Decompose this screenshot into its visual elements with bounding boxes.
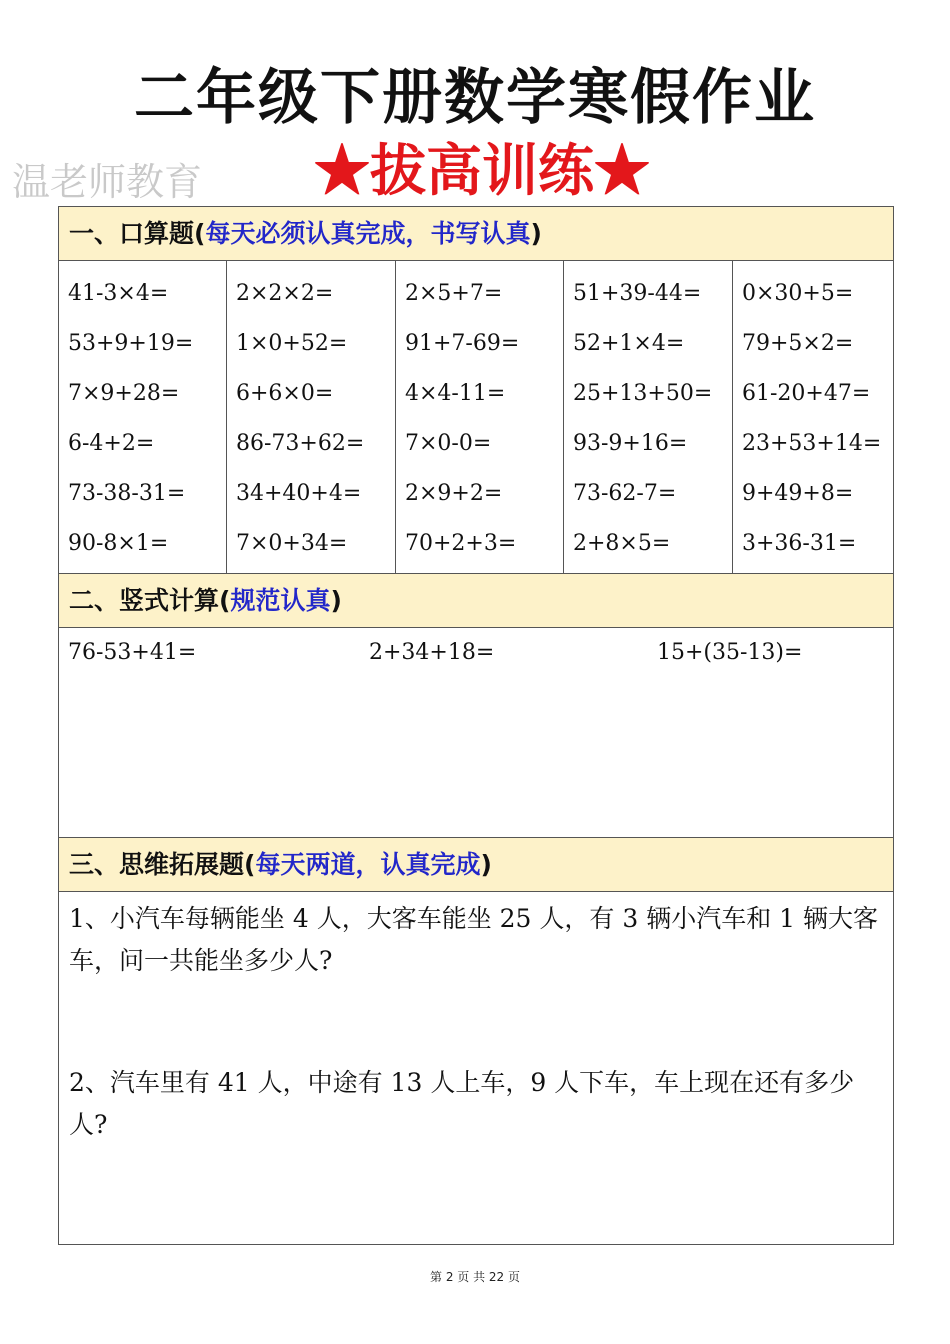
math-item: 86-73+62=	[236, 431, 365, 456]
page-title: 二年级下册数学寒假作业	[134, 63, 816, 133]
section-vertical-calc	[58, 573, 894, 838]
vertical-calc-problem: 2+34+18=	[369, 640, 495, 665]
section-word-problems	[58, 837, 894, 1245]
math-column	[59, 261, 227, 574]
math-item: 2×5+7=	[405, 281, 503, 306]
page-footer: 第 2 页 共 22 页	[430, 1270, 520, 1284]
math-item: 6+6×0=	[236, 381, 334, 406]
math-item: 0×30+5=	[742, 281, 854, 306]
math-item: 53+9+19=	[68, 331, 194, 356]
math-item: 93-9+16=	[573, 431, 688, 456]
math-item: 3+36-31=	[742, 531, 857, 556]
section-note: 规范认真	[230, 586, 331, 615]
math-item: 7×9+28=	[68, 381, 180, 406]
vertical-calc-area	[59, 627, 893, 839]
word-problem: 2、汽车里有 41 人，中途有 13 人上车，9 人下车，车上现在还有多少人?	[69, 1068, 855, 1139]
math-item: 2+8×5=	[573, 531, 671, 556]
math-item: 34+40+4=	[236, 481, 362, 506]
watermark-text: 温老师教育	[12, 160, 203, 204]
word-problems-area	[59, 891, 893, 1245]
section-word-problems-header: 三、思维拓展题(每天两道，认真完成)	[59, 838, 893, 891]
math-item: 51+39-44=	[573, 281, 702, 306]
math-column	[733, 261, 893, 574]
math-item: 1×0+52=	[236, 331, 348, 356]
section-heading: 一、口算题	[69, 219, 195, 248]
section-vertical-calc-header: 二、竖式计算(规范认真)	[59, 574, 893, 627]
math-item: 61-20+47=	[742, 381, 871, 406]
math-item: 25+13+50=	[573, 381, 713, 406]
mental-math-grid	[59, 260, 893, 574]
math-item: 41-3×4=	[68, 281, 169, 306]
math-column	[396, 261, 564, 574]
math-item: 2×9+2=	[405, 481, 503, 506]
section-mental-math	[58, 206, 894, 574]
math-item: 7×0+34=	[236, 531, 348, 556]
section-mental-math-header: 一、口算题(每天必须认真完成，书写认真)	[59, 207, 893, 260]
section-heading: 二、竖式计算	[69, 586, 220, 615]
math-item: 4×4-11=	[405, 381, 506, 406]
math-column	[227, 261, 396, 574]
math-item: 6-4+2=	[68, 431, 155, 456]
math-item: 23+53+14=	[742, 431, 882, 456]
math-item: 73-62-7=	[573, 481, 677, 506]
math-item: 90-8×1=	[68, 531, 169, 556]
math-item: 52+1×4=	[573, 331, 685, 356]
word-problem: 1、小汽车每辆能坐 4 人，大客车能坐 25 人，有 3 辆小汽车和 1 辆大客车，问一共能坐多少人?	[69, 904, 879, 975]
math-item: 9+49+8=	[742, 481, 854, 506]
page-subtitle: ★拔高训练★	[314, 138, 650, 204]
math-item: 70+2+3=	[405, 531, 517, 556]
section-note: 每天必须认真完成，书写认真	[205, 219, 531, 248]
section-heading: 三、思维拓展题	[69, 850, 245, 879]
math-column	[564, 261, 733, 574]
vertical-calc-problem: 76-53+41=	[68, 640, 197, 665]
math-item: 79+5×2=	[742, 331, 854, 356]
math-item: 7×0-0=	[405, 431, 492, 456]
math-item: 91+7-69=	[405, 331, 520, 356]
math-item: 73-38-31=	[68, 481, 186, 506]
math-item: 2×2×2=	[236, 281, 334, 306]
vertical-calc-problem: 15+(35-13)=	[657, 640, 803, 665]
section-note: 每天两道，认真完成	[255, 850, 481, 879]
